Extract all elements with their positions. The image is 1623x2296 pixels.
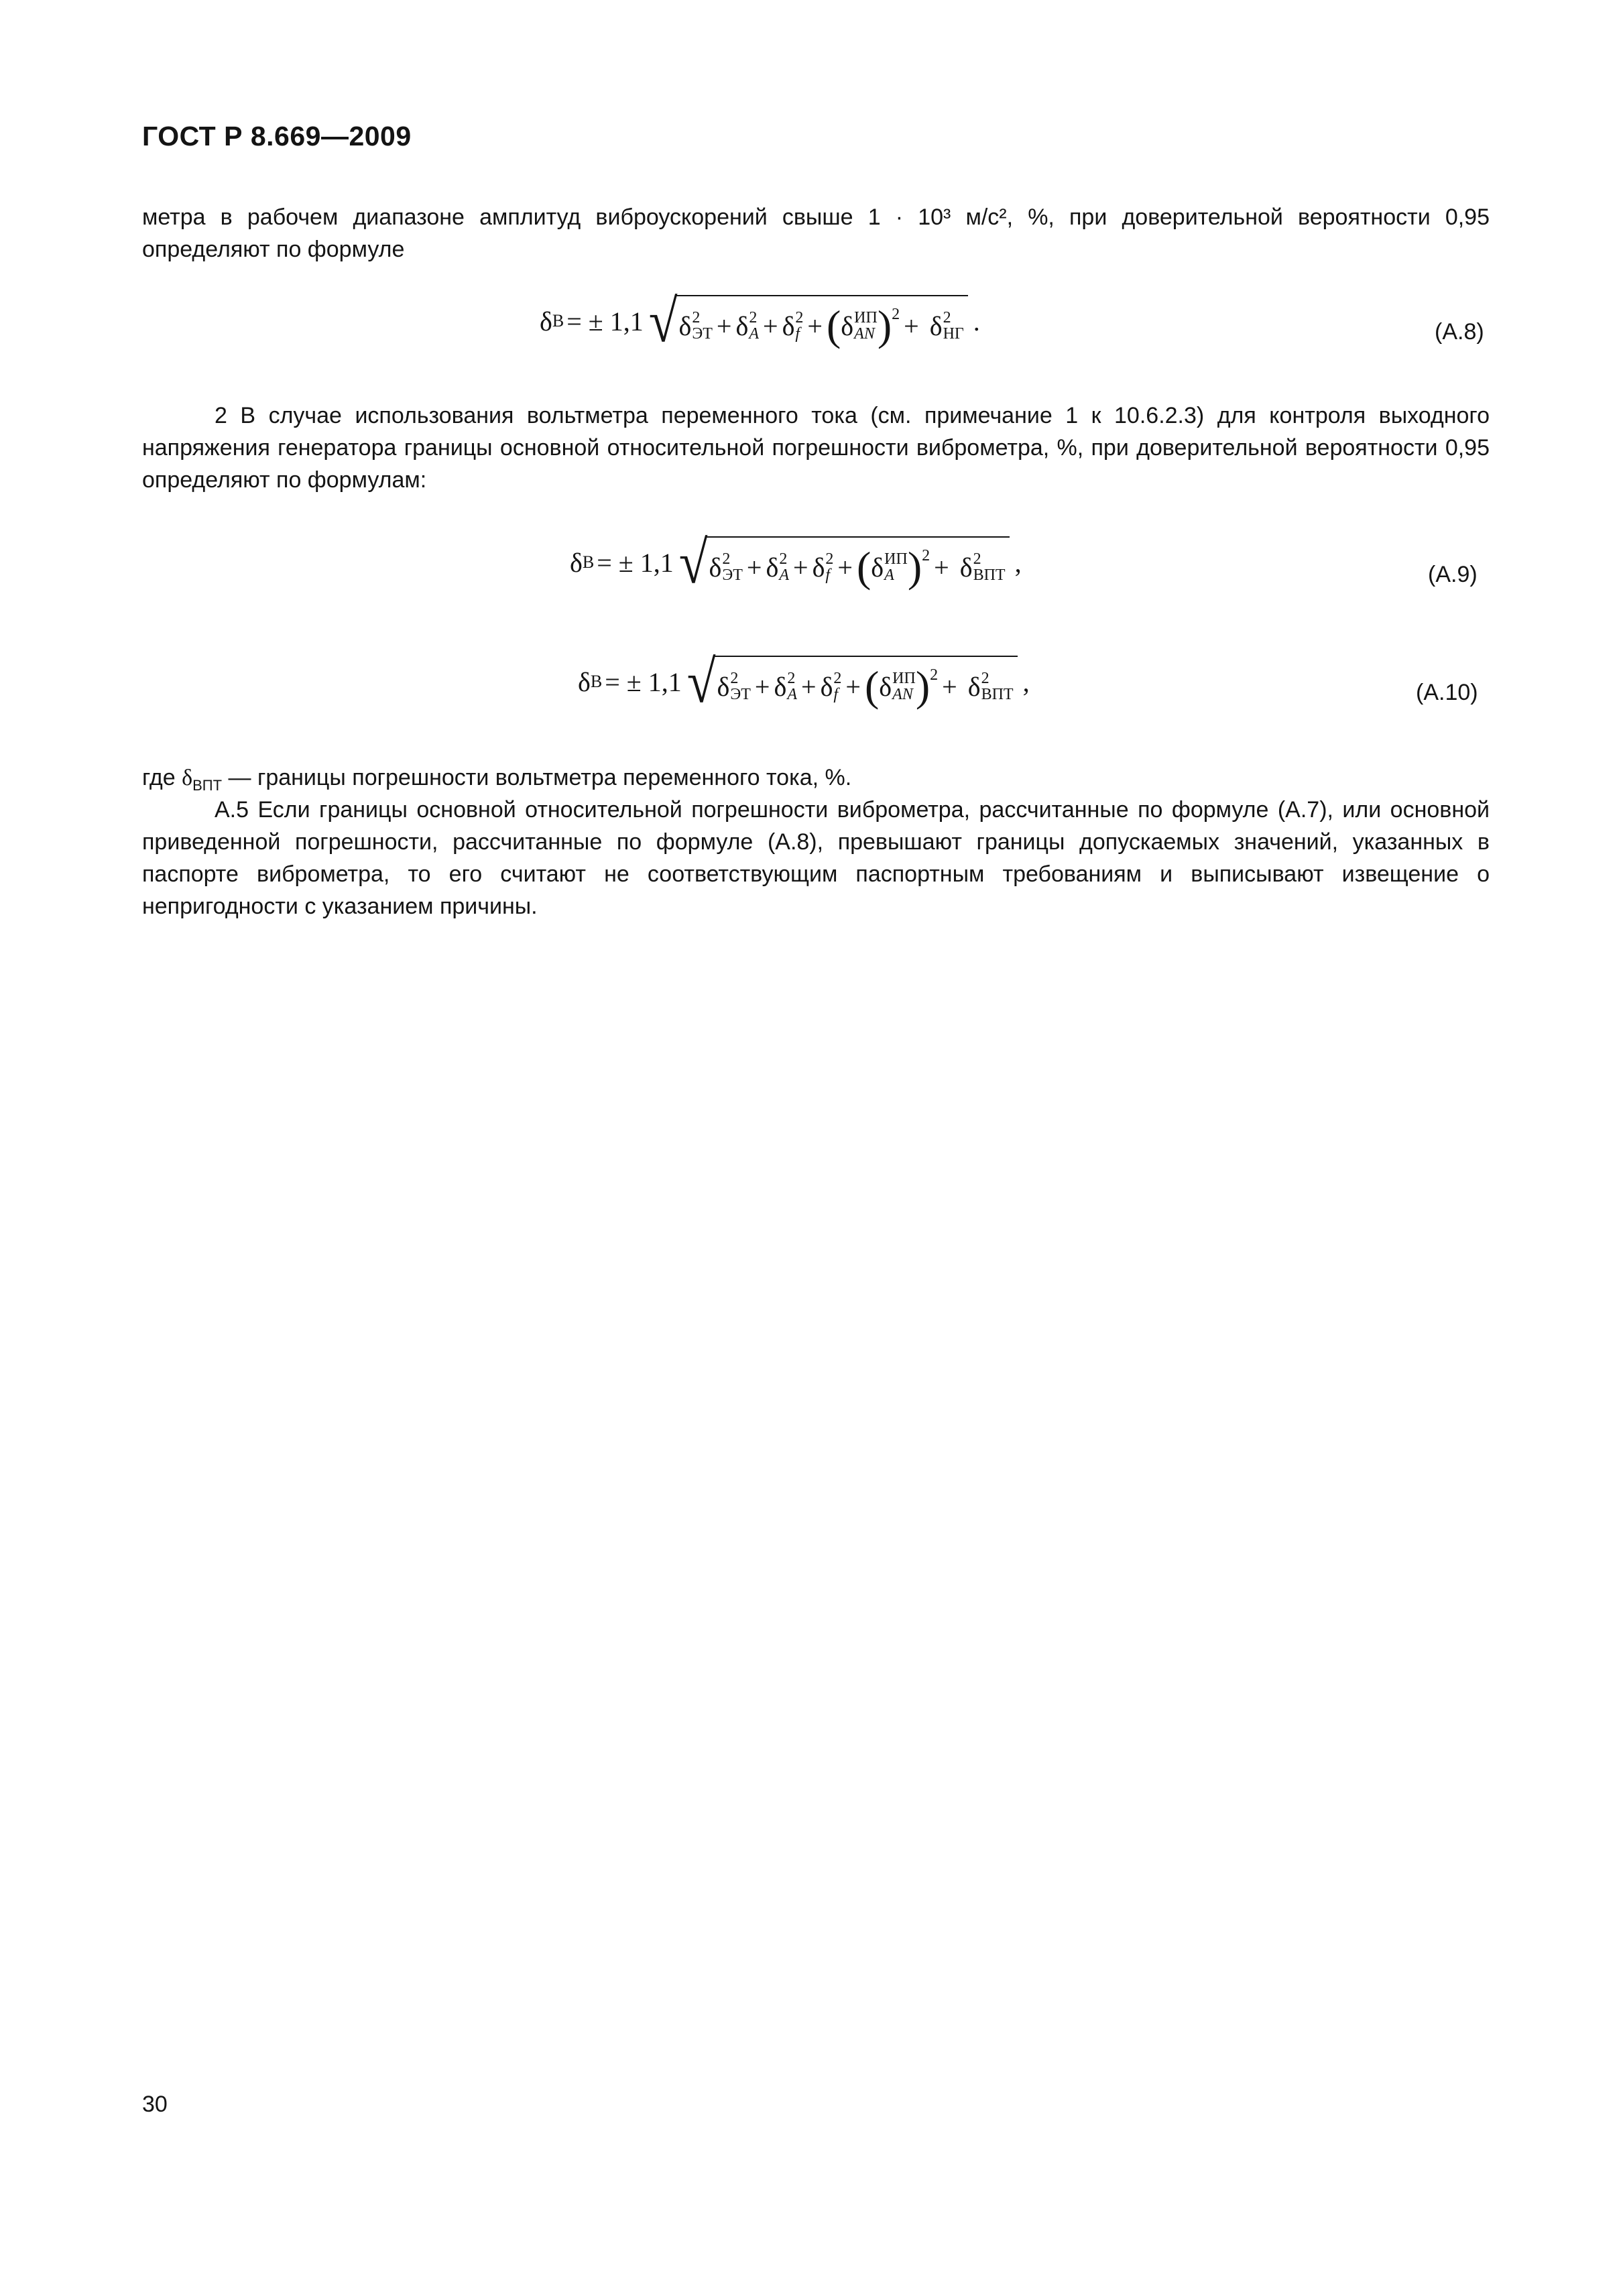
formula-trailing: , (1014, 547, 1022, 578)
term-scripts (722, 551, 743, 583)
term-scripts (787, 670, 797, 703)
term-sub: A (749, 325, 759, 343)
term (782, 310, 804, 342)
paren-right: ) (907, 543, 922, 591)
last-term-sub: ВПТ (973, 566, 1006, 584)
term-operator: + (942, 671, 957, 702)
term (709, 551, 743, 583)
term-sub: A (787, 686, 797, 703)
where-prefix: где (142, 765, 182, 790)
equation-number-a10: (А.10) (1416, 680, 1478, 705)
formula-a8 (540, 287, 980, 355)
term-operator: + (904, 310, 919, 341)
term (821, 670, 842, 703)
term-sup: 2 (730, 670, 739, 687)
term-symbol: δ (967, 671, 981, 702)
paren-inner-scripts (854, 310, 878, 342)
paren-outer-sup: 2 (930, 666, 939, 684)
formula-coefficient: = ± 1,1 (605, 666, 682, 697)
sqrt-radical-sign: √ (686, 648, 716, 715)
term-sup: 2 (833, 670, 842, 687)
paren-inner-sub: AN (854, 325, 875, 343)
term-scripts (779, 551, 789, 583)
paragraph-intro: метра в рабочем диапазоне амплитуд виброускорений свыше 1 · 10³ м/с², %, при доверительной вероятности 0,95 определяют по формуле (142, 204, 1490, 262)
term-symbol: δ (678, 310, 692, 341)
term (679, 310, 713, 342)
paren-term (864, 662, 939, 710)
formula-lhs-symbol: δ (540, 306, 552, 337)
paren-inner-sup: ИП (854, 309, 878, 326)
last-term-scripts (973, 551, 1006, 583)
formula-trailing: , (1022, 666, 1030, 697)
term (766, 551, 789, 583)
term (717, 670, 751, 703)
term (735, 310, 759, 342)
formula-a9 (570, 528, 1022, 596)
term-operator: + (934, 552, 949, 583)
paren-symbol: δ (841, 310, 854, 341)
sqrt-radicand (715, 656, 1018, 708)
term-sup: 2 (692, 309, 701, 326)
formula-lhs-symbol: δ (570, 547, 583, 578)
page-number: 30 (142, 2092, 168, 2117)
where-symbol: δ (182, 766, 193, 790)
term-scripts (795, 310, 803, 342)
sqrt-radicand (707, 536, 1010, 589)
paren-inner-scripts (892, 670, 916, 703)
term-sup: 2 (779, 550, 788, 568)
term-symbol: δ (820, 671, 833, 702)
term (774, 670, 797, 703)
paren-outer-sup: 2 (922, 547, 930, 564)
paren-inner-sup: ИП (892, 670, 916, 687)
paren-outer-sup: 2 (892, 306, 900, 323)
term-operator: + (746, 552, 762, 583)
equation-number-a9: (А.9) (1428, 562, 1478, 587)
paragraph-a5: А.5 Если границы основной относительной погрешности виброметра, рассчитанные по формуле (А.7), или основной приведенной погрешности, рассчитанные по формуле (А.8), превышают границы допускаемых значений, указанных в паспорте виброметра, то его считают не соответствующим паспортным требованиям и выписывают извещение о непригодности с указанием причины. (142, 797, 1490, 919)
paren-inner-sub: A (884, 566, 894, 584)
formula-lhs-sub: В (590, 672, 603, 691)
term-sub: A (779, 566, 789, 584)
last-term-scripts (943, 310, 964, 342)
term-scripts (825, 551, 833, 583)
formula-lhs-sub: В (552, 311, 564, 330)
paren-inner-scripts (884, 551, 908, 583)
term-operator: + (716, 310, 732, 341)
formula-coefficient: = ± 1,1 (566, 306, 644, 337)
term-symbol: δ (774, 671, 787, 702)
last-term-sub: ВПТ (981, 686, 1014, 703)
term-symbol: δ (717, 671, 730, 702)
term-sub: f (795, 325, 800, 343)
paren-right: ) (877, 302, 892, 349)
term-sub: ЭТ (730, 686, 751, 703)
term-operator: + (801, 671, 817, 702)
sqrt-radical-sign: √ (648, 287, 678, 355)
term-sub: f (825, 566, 831, 584)
paren-right: ) (915, 662, 930, 710)
paren-symbol: δ (879, 671, 892, 702)
term-symbol: δ (929, 310, 943, 341)
term-symbol: δ (766, 552, 779, 583)
equation-number-a8: (А.8) (1435, 319, 1484, 345)
last-term-sup: 2 (973, 550, 981, 568)
term-operator: + (807, 310, 823, 341)
last-term-scripts (981, 670, 1014, 703)
term-sub: ЭТ (692, 325, 713, 343)
term-scripts (730, 670, 751, 703)
formula-sqrt (648, 287, 968, 355)
term-sub: ЭТ (722, 566, 743, 584)
sqrt-radicand (676, 295, 968, 347)
term-symbol: δ (709, 552, 722, 583)
formula-sqrt (678, 528, 1010, 596)
last-term (930, 310, 964, 342)
term-symbol: δ (782, 310, 795, 341)
paragraph-voltmeter: 2 В случае использования вольтметра переменного тока (см. примечание 1 к 10.6.2.3) для контроля выходного напряжения генератора границы основной относительной погрешности виброметра, %, при доверительной вероятности 0,95 определяют по формулам: (142, 403, 1490, 493)
sqrt-radical-sign: √ (678, 528, 708, 596)
term (813, 551, 834, 583)
paren-symbol: δ (871, 552, 884, 583)
formula-lhs-symbol: δ (578, 666, 591, 697)
formula-coefficient: = ± 1,1 (597, 547, 674, 578)
term-symbol: δ (735, 310, 749, 341)
formula-trailing: . (973, 306, 980, 337)
term-sup: 2 (749, 309, 758, 326)
document-header: ГОСТ Р 8.669—2009 (142, 121, 412, 152)
paren-term (856, 543, 930, 591)
last-term-sub: НГ (943, 325, 964, 343)
formula-a10 (578, 648, 1030, 715)
paren-inner-sub: AN (892, 686, 913, 703)
term-sup: 2 (722, 550, 731, 568)
paren-left: ( (864, 662, 880, 710)
term-scripts (692, 310, 713, 342)
formula-lhs-sub: В (582, 552, 595, 572)
formula-sqrt (686, 648, 1018, 715)
paren-left: ( (826, 302, 841, 349)
term-sup: 2 (787, 670, 796, 687)
term-scripts (749, 310, 759, 342)
term-sub: f (833, 686, 839, 703)
term-operator: + (845, 671, 861, 702)
term-operator: + (793, 552, 808, 583)
term-operator: + (754, 671, 770, 702)
term-operator: + (837, 552, 853, 583)
term-sup: 2 (795, 309, 804, 326)
where-rest: — границы погрешности вольтметра переменного тока, %. (222, 765, 852, 790)
term-operator: + (763, 310, 778, 341)
paren-term (826, 302, 900, 349)
where-symbol-sub: ВПТ (192, 776, 223, 794)
last-term-sup: 2 (981, 670, 989, 687)
last-term-sup: 2 (943, 309, 951, 326)
last-term (968, 670, 1014, 703)
term-symbol: δ (959, 552, 973, 583)
paren-inner-sup: ИП (884, 550, 908, 568)
term-symbol: δ (812, 552, 825, 583)
term-sup: 2 (825, 550, 834, 568)
term-scripts (833, 670, 841, 703)
paren-left: ( (856, 543, 871, 591)
last-term (960, 551, 1006, 583)
